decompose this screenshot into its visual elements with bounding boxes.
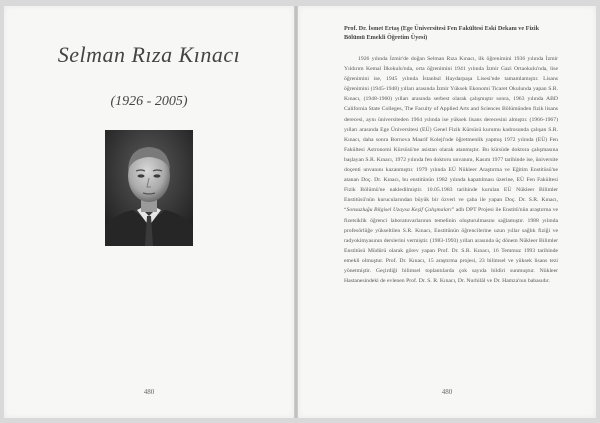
- life-years: (1926 - 2005): [110, 94, 188, 109]
- biography-text-part: 1926 yılında İzmir'de doğan Selman Rıza Kınacı, ilk öğrenimini 1936 yılında İzmir Yıldırım Kemal İlkokulu'nda, orta öğrenimini 1941 yılında İzmir Gazi Ortaokulu'nda, lise öğrenimini ise, 1945 yılında İstanbul Haydarpaşa Lisesi'nde tamamlamıştır. Lisans öğrenimini (1945-1948) yılları arasında İzmir Yüksek Ekonomi Ticaret Okulunda yapan S.R. Kınacı, (1948-1960) yılları arasında serbest olarak çalışmıştır sonra, 1963 yılında ABD California State Colleges, The Faculty of Applied Arts and Sciences Bölümünden fizik lisans derecesi, aynı üniversiteden 1964 yılında ise yüksek lisans derecesini almıştır. (1966-1967) yılları arasında Ege Üniversitesi (EÜ) Genel Fizik Kürsüsü kurumu kadrosunda çalışan S.R. Kınacı, daha sonra Bornova Maarif Koleji'nde öğretmenlik yapmış 1972 yılında (EÜ) Fen Fakültesi Astronomi Kürsüsü'ne asistan olarak atanmıştır. Bu kürsüde doktora çalışmasına başlayan S.R. Kınacı, 1972 yılında fen doktoru unvanını, Kasım 1977 tarihinde ise, üniversite doçenti unvanını kazanmıştır. 1979 yılında EÜ Nükleer Araştırma ve Eğitim Enstitüsü'ne atanan Doç. Dr. Kınacı, bu enstitünün 1982 yılında kapatılması üzerine, EÜ Fen Fakültesi Fizik Bölümü'ne nakledilmiştir. 10.05.1983 tarihinde kurulan EÜ Nükleer Bilimler Enstitüsü'nün kurucularından büyük bir özveri ve çaba ile yapan Doç. Dr. S.R. Kınacı, “: [344, 56, 558, 214]
- biography-paragraph: [344, 54, 558, 286]
- page-number-left: 480: [143, 388, 155, 396]
- portrait-photo: [105, 130, 193, 246]
- left-page: [4, 6, 294, 418]
- biography-text: [344, 54, 558, 286]
- right-page: [298, 6, 596, 418]
- person-name: Selman Rıza Kınacı: [57, 42, 241, 67]
- portrait-image: [105, 130, 193, 246]
- biography-text-part: ” adlı DPT Projesi ile Enstitü'nün araştırma ve fizetsiklik öğrenci laboratuvarlarının temelinin oluşturulmasını sağlamıştır. 1988 yılında profesörlüğe yükseltilen S.R. Kınacı, Enstitünün öğrencilerine uzun yıllar sağlık fiziği ve radyokimyasının derslerini vermiştir. (1983-1993) yılları arasında üç dönem Nükleer Bilimler Enstitüsü Müdürü olarak görev yapan Prof. Dr. S.R. Kınacı, 16 Temmuz 1993 tarihinde emekli olmuştur. Prof. Dr. Kınacı, 15 araştırma projesi, 23 bilimsel ve yüksek lisans tezi yönetmiştir. Geçirdiği bilimsel toplantılarda çok sayıda bildiri sunmuştur. Nükleer Hastanesindeki de evlenen Prof. Dr. S. R. Kınacı, Dr. Nurhilâl ve Dr. Hamza'nın babasıdır.: [344, 207, 558, 285]
- page-number-right: 480: [441, 388, 453, 396]
- author-line: Prof. Dr. İsmet Ertaş (Ege Üniversitesi Fen Fakültesi Eski Dekanı ve Fizik Bölümü Emekli Öğretim Üyesi): [344, 25, 540, 41]
- project-title: Sonsuzluğu Bilgisel Uzaysa Keşif Çalışmaları: [346, 207, 452, 214]
